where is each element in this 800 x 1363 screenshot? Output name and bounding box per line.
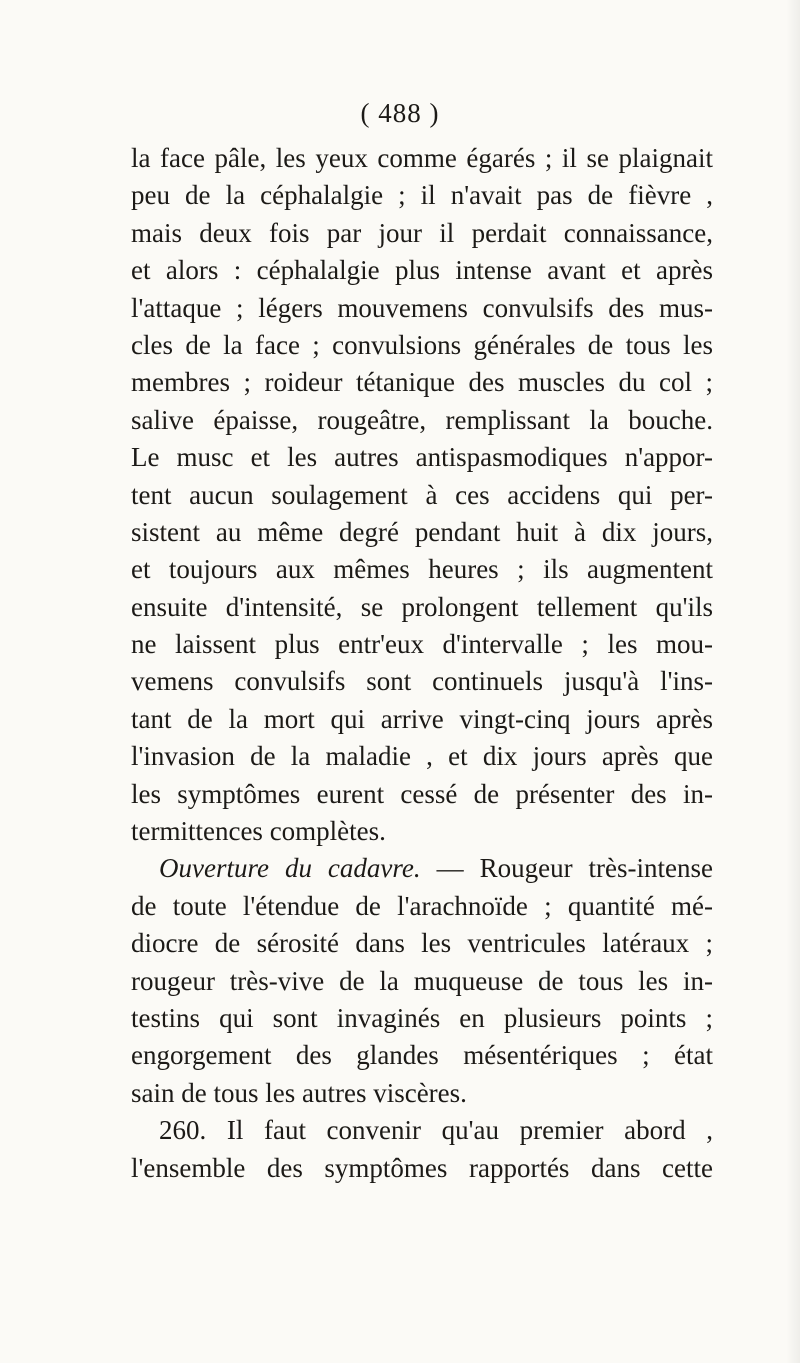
autopsy-heading: Ouverture du cadavre. (159, 853, 421, 884)
text-line: cles de la face ; convulsions générales de tous les (131, 329, 713, 360)
autopsy-heading-line (131, 850, 713, 887)
text-line: mais deux fois par jour il perdait connaissance, (131, 217, 713, 248)
text-line: ensuite d'intensité, se prolongent tellement qu'ils (131, 591, 713, 622)
text-line: diocre de sérosité dans les ventricules latéraux ; (131, 928, 713, 959)
text-line: les symptômes eurent cessé de présenter des in- (131, 778, 713, 809)
text-line: engorgement des glandes mésentériques ; état (131, 1040, 713, 1071)
page-edge-shadow (786, 0, 800, 1363)
text-line: de toute l'étendue de l'arachnoïde ; quantité mé- (131, 890, 713, 921)
text-line: Le musc et les autres antispasmodiques n'appor- (131, 442, 713, 473)
text-line: l'attaque ; légers mouvemens convulsifs des mus- (131, 292, 713, 323)
text-line: sain de tous les autres viscères. (131, 1077, 467, 1108)
text-line: membres ; roideur tétanique des muscles du col ; (131, 367, 713, 398)
text-line: testins qui sont invaginés en plusieurs points ; (131, 1002, 713, 1033)
text-line: tent aucun soulagement à ces accidens qui per- (131, 479, 713, 510)
text-line: rougeur très-vive de la muqueuse de tous les in- (131, 965, 713, 996)
text-line: peu de la céphalalgie ; il n'avait pas de fièvre , (131, 180, 713, 211)
text-line: vemens convulsifs sont continuels jusqu'à l'ins- (131, 666, 713, 697)
autopsy-heading-rest: — Rougeur très-intense (420, 853, 714, 884)
body-text (131, 140, 713, 1187)
text-line: tant de la mort qui arrive vingt-cinq jours après (131, 703, 713, 734)
text-line: l'ensemble des symptômes rapportés dans cette (131, 1152, 713, 1183)
text-line: sistent au même degré pendant huit à dix jours, (131, 516, 713, 547)
section-260-line: 260. Il faut convenir qu'au premier abord , (159, 1115, 713, 1146)
text-line: l'invasion de la maladie , et dix jours après que (131, 741, 713, 772)
text-line: salive épaisse, rougeâtre, remplissant la bouche. (131, 404, 713, 435)
text-line: ne laissent plus entr'eux d'intervalle ; les mou- (131, 629, 713, 660)
text-line: et toujours aux mêmes heures ; ils augmentent (131, 554, 713, 585)
text-line: termittences complètes. (131, 816, 386, 847)
text-line: et alors : céphalalgie plus intense avant et après (131, 255, 713, 286)
page-number: ( 488 ) (360, 98, 440, 128)
text-line: la face pâle, les yeux comme égarés ; il se plaignait (131, 143, 713, 173)
